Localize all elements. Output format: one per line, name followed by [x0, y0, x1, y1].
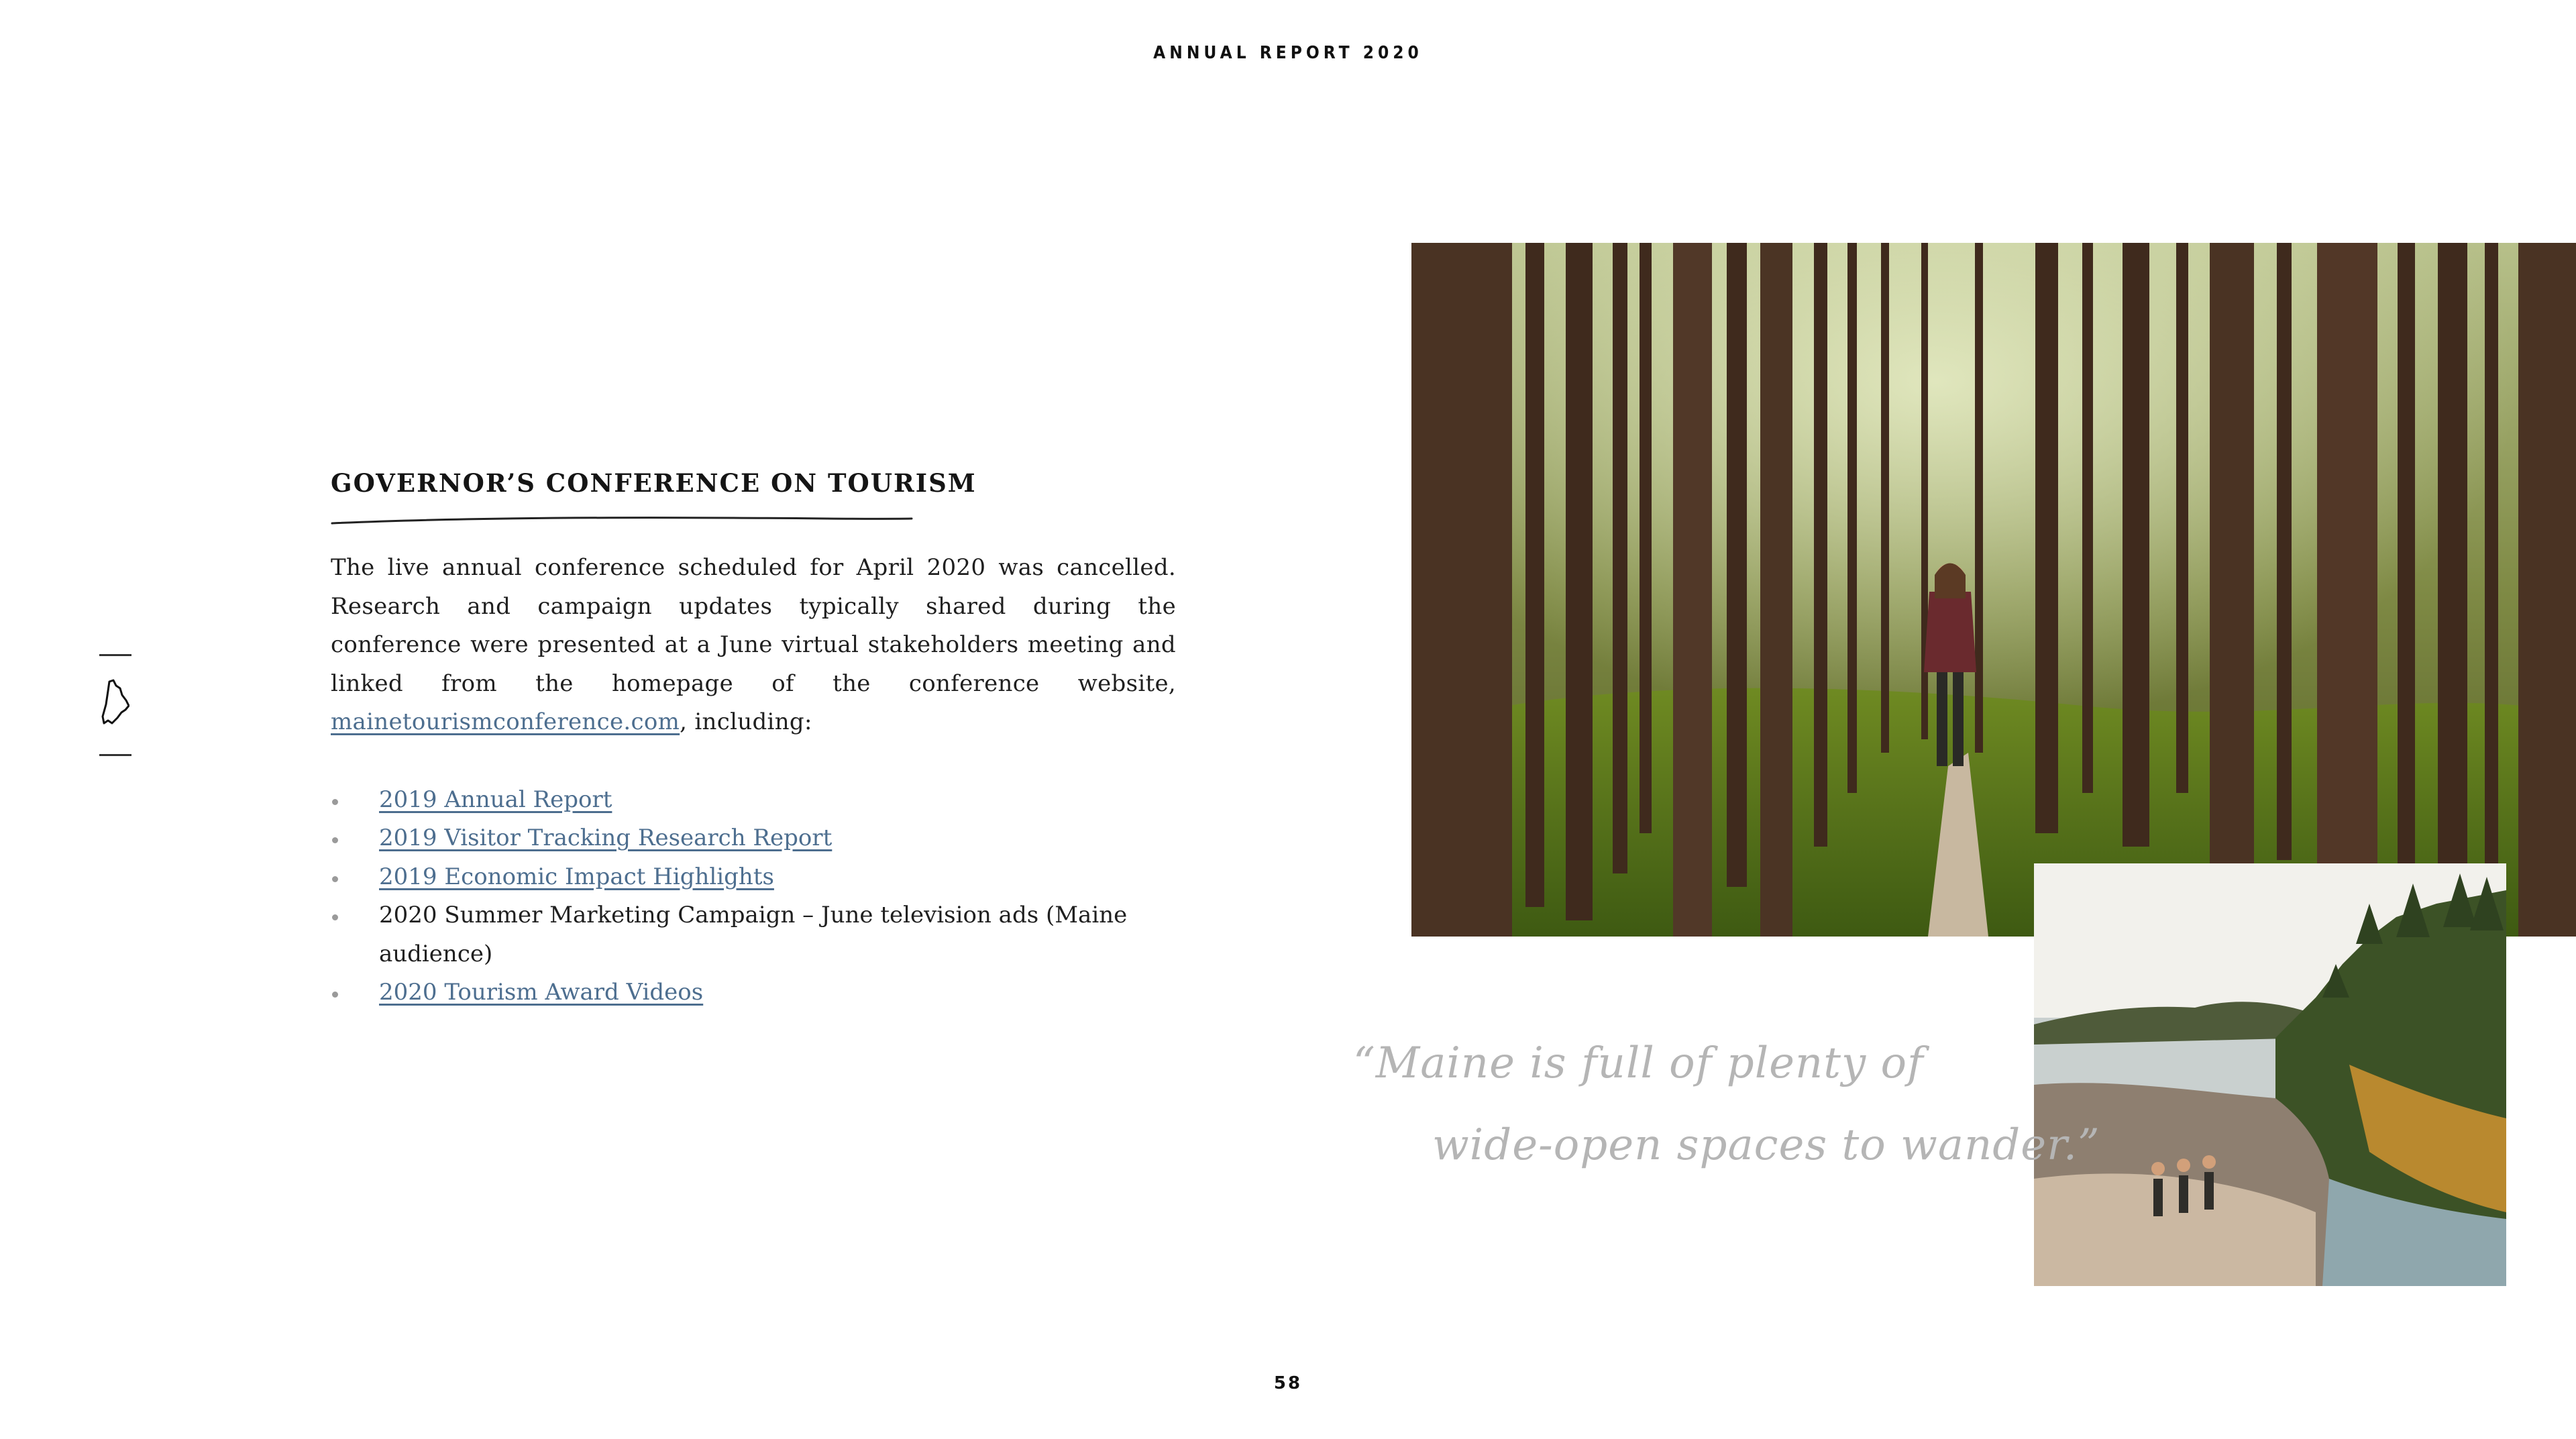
- maine-state-outline-icon[interactable]: [101, 679, 129, 727]
- annual-report-link[interactable]: 2019 Annual Report: [379, 786, 612, 813]
- side-divider-top: [99, 654, 131, 656]
- quote-line-1: “Maine is full of plenty of: [1353, 1038, 1924, 1088]
- list-item: [331, 781, 1176, 820]
- resource-list: [331, 781, 1176, 1012]
- side-nav-marker: [99, 651, 131, 758]
- quote-line-2: wide-open spaces to wander.”: [1432, 1120, 2100, 1170]
- intro-text: The live annual conference scheduled for April 2020 was cancelled. Research and campaign updates typically shared during the conference were presented at a June virtual stakeholders meeting and linked from the homepage of the conference website,: [331, 554, 1176, 697]
- coastal-hikers-photo: [2034, 863, 2506, 1286]
- intro-tail: , including:: [680, 708, 812, 735]
- visitor-tracking-report-link[interactable]: 2019 Visitor Tracking Research Report: [379, 824, 833, 851]
- page-number: 58: [1273, 1373, 1303, 1393]
- list-item: [331, 819, 1176, 858]
- pull-quote: [1345, 1026, 2100, 1201]
- article: [331, 468, 1176, 1012]
- title-underline: [331, 515, 914, 526]
- list-item: [331, 973, 1176, 1012]
- section-title: GOVERNOR’S CONFERENCE ON TOURISM: [331, 468, 977, 498]
- list-item: [331, 896, 1176, 973]
- economic-impact-link[interactable]: 2019 Economic Impact Highlights: [379, 863, 774, 890]
- list-item: [331, 858, 1176, 897]
- campaign-item-text: 2020 Summer Marketing Campaign – June television ads (Maine audience): [379, 902, 1128, 967]
- intro-paragraph: [331, 549, 1176, 742]
- side-divider-bottom: [99, 754, 131, 756]
- award-videos-link[interactable]: 2020 Tourism Award Videos: [379, 979, 704, 1006]
- forest-hiker-photo: [1411, 243, 2576, 937]
- conference-website-link[interactable]: mainetourismconference.com: [331, 708, 680, 735]
- running-header: ANNUAL REPORT 2020: [1153, 43, 1423, 63]
